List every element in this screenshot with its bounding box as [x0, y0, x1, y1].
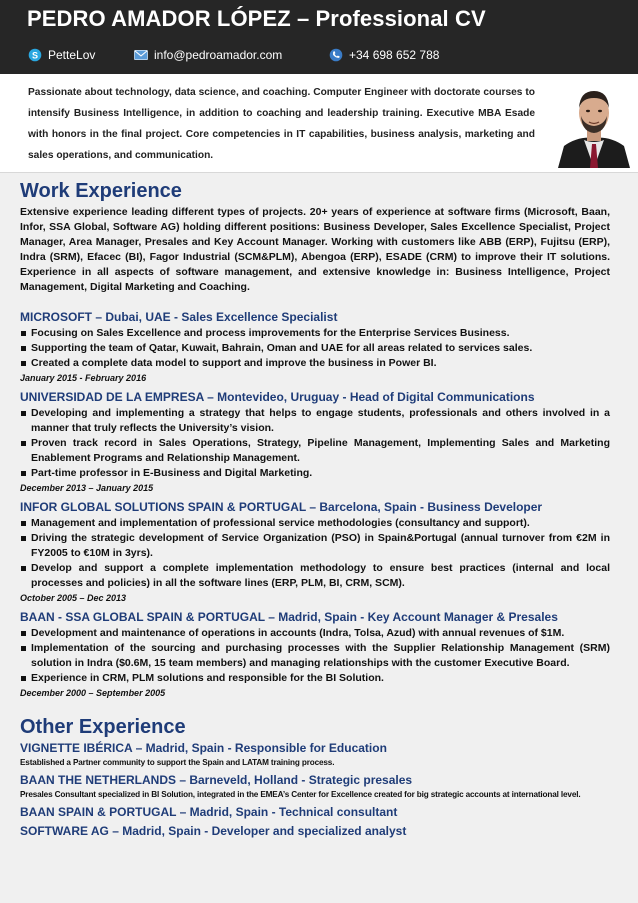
summary-section — [0, 74, 638, 172]
job-bullet: Implementation of the sourcing and purchasing processes with the Supplier Relationship Management (SRM) solution in Indra ($0.6M, 15 team members) and managing relationships with the customer Executive Board. — [20, 641, 610, 671]
profile-photo — [554, 78, 634, 168]
job-title: BAAN - SSA GLOBAL SPAIN & PORTUGAL – Madrid, Spain - Key Account Manager & Presales — [20, 610, 558, 624]
other-experience-section — [20, 714, 610, 839]
job-bullet: Supporting the team of Qatar, Kuwait, Bahrain, Oman and UAE for all areas related to services sales. — [20, 341, 610, 356]
job-title: UNIVERSIDAD DE LA EMPRESA – Montevideo, Uruguay - Head of Digital Communications — [20, 390, 535, 404]
other-item-title: BAAN THE NETHERLANDS – Barneveld, Holland - Strategic presales — [20, 773, 413, 787]
job-bullet: Created a complete data model to support and improve the business in Power BI. — [20, 356, 610, 371]
job-bullet: Developing and implementing a strategy that helps to engage students, professionals and others involved in a manner that truly reflects the University’s vision. — [20, 406, 610, 436]
job-bullet: Proven track record in Sales Operations, Strategy, Pipeline Management, Implementing Sales and Marketing Enablement Programs and Relationship Management. — [20, 436, 610, 466]
job-bullets — [20, 626, 610, 686]
job-entry — [20, 389, 610, 495]
skype-handle: PetteLov — [48, 48, 96, 62]
skype-icon — [28, 48, 42, 62]
work-experience-heading: Work Experience — [20, 180, 182, 202]
email-contact[interactable] — [134, 48, 282, 62]
other-item-title: VIGNETTE IBÉRICA – Madrid, Spain - Responsible for Education — [20, 741, 387, 755]
job-bullet: Experience in CRM, PLM solutions and responsible for the BI Solution. — [20, 671, 610, 686]
email-address: info@pedroamador.com — [154, 48, 283, 62]
job-dates: January 2015 - February 2016 — [20, 373, 147, 383]
job-bullets — [20, 516, 610, 591]
other-item-description: Established a Partner community to support the Spain and LATAM training process. — [20, 758, 335, 767]
email-icon — [134, 48, 148, 62]
job-bullets — [20, 406, 610, 481]
other-experience-heading: Other Experience — [20, 716, 186, 738]
job-bullet: Develop and support a complete implementation methodology to ensure best practices (internal and local processes and policies) in all the software lines (ERP, PLM, BI, CRM, SCM). — [20, 561, 610, 591]
cv-title: PEDRO AMADOR LÓPEZ – Professional CV — [27, 6, 486, 31]
other-item-description: Presales Consultant specialized in BI Solution, integrated in the EMEA’s Center for Excellence created for big strategic accounts at international level. — [20, 790, 581, 799]
job-entry — [20, 499, 610, 605]
other-item-title: SOFTWARE AG – Madrid, Spain - Developer and specialized analyst — [20, 824, 407, 838]
main-content — [0, 172, 638, 903]
job-dates: October 2005 – Dec 2013 — [20, 593, 127, 603]
skype-contact[interactable] — [28, 48, 95, 62]
job-bullet: Driving the strategic development of Service Organization (PSO) in Spain&Portugal (annual turnover from €2M in FY2005 to €10M in 3yrs). — [20, 531, 610, 561]
work-experience-intro: Extensive experience leading different types of projects. 20+ years of experience at software firms (Microsoft, Baan, Infor, SSA Global, Software AG) holding different positions: Business Developer, Sales Excellence Specialist, Project Manager, Area Manager, Presales and Key Account Manager. Working with customers like ABB (ERP), Fujitsu (ERP), Indra (SRM), Efacec (BI), Fagor Industrial (SCM&PLM), Abengoa (ERP), ESADE (CRM) to improve their IT solutions. Experience in all aspects of software management, and extensive knowledge in: Business Intelligence, Project Management, Digital Marketing and Coaching. — [20, 206, 610, 293]
job-bullet: Part-time professor in E-Business and Digital Marketing. — [20, 466, 610, 481]
job-entry — [20, 609, 610, 700]
job-title: INFOR GLOBAL SOLUTIONS SPAIN & PORTUGAL – Barcelona, Spain - Business Developer — [20, 500, 543, 514]
job-bullet: Development and maintenance of operations in accounts (Indra, Tolsa, Azud) with annual revenues of $1M. — [20, 626, 610, 641]
phone-contact[interactable] — [329, 48, 439, 62]
cv-header — [0, 0, 638, 74]
job-bullets — [20, 326, 610, 371]
phone-number: +34 698 652 788 — [349, 48, 440, 62]
phone-icon — [329, 48, 343, 62]
job-bullet: Management and implementation of professional service methodologies (consultancy and support). — [20, 516, 610, 531]
job-entry — [20, 309, 610, 385]
other-item-title: BAAN SPAIN & PORTUGAL – Madrid, Spain - Technical consultant — [20, 805, 398, 819]
job-bullet: Focusing on Sales Excellence and process improvements for the Enterprise Services Business. — [20, 326, 610, 341]
job-dates: December 2013 – January 2015 — [20, 483, 154, 493]
svg-text:S: S — [31, 50, 39, 61]
job-title: MICROSOFT – Dubai, UAE - Sales Excellence Specialist — [20, 310, 338, 324]
profile-summary: Passionate about technology, data science, and coaching. Computer Engineer with doctorate courses to intensify Business Intelligence, in addition to coaching and leadership training. Executive MBA Esade with honors in the final project. Core competencies in IT capabilities, business analysis, marketing and sales operations, and communication. — [28, 87, 535, 161]
job-dates: December 2000 – September 2005 — [20, 688, 166, 698]
